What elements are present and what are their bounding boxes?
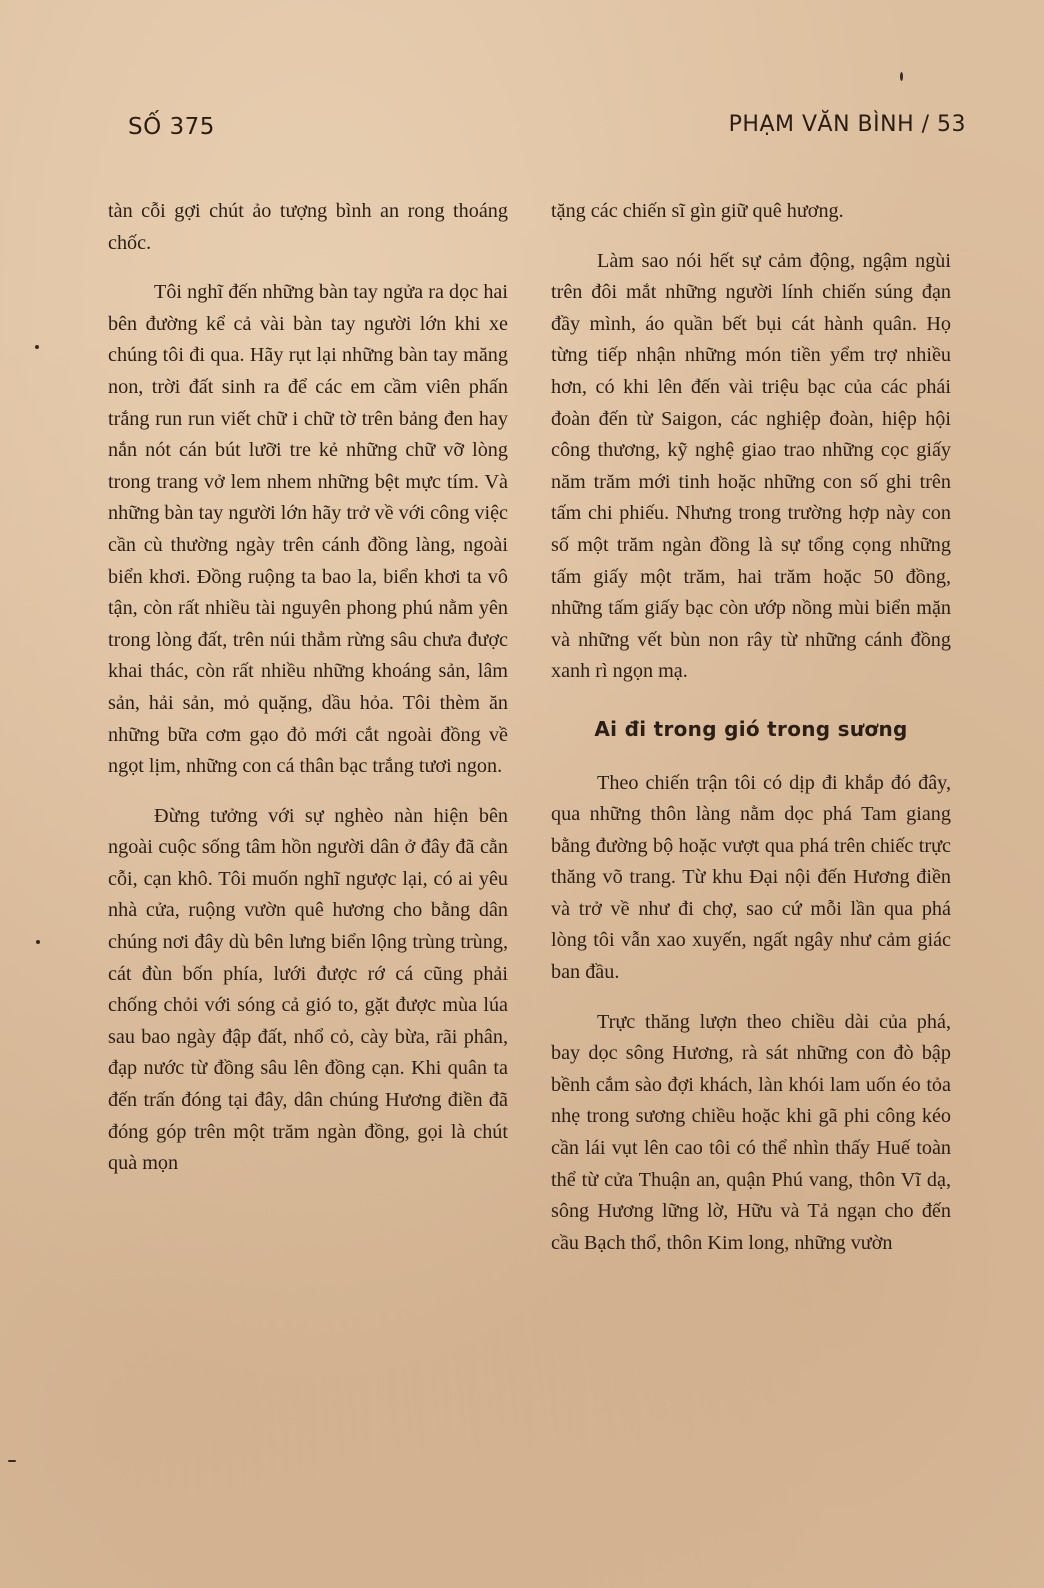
paragraph: Theo chiến trận tôi có dịp đi khắp đó đây, qua những thôn làng nằm dọc phá Tam giang bằng đường bộ hoặc vượt qua phá trên chiếc trực thăng võ trang. Từ khu Đại nội đến Hương điền và trở về như đi chợ, sao cứ mỗi lần qua phá lòng tôi vẫn xao xuyến, ngất ngây như cảm giác ban đầu. xyxy=(551,771,951,984)
paragraph: Trực thăng lượn theo chiều dài của phá, bay dọc sông Hương, rà sát những con đò bập bềnh cắm sào đợi khách, làn khói lam uốn éo tỏa nhẹ trong sương chiều hoặc khi gã phi công kéo cần lái vụt lên cao tôi có thể nhìn thấy Huế toàn thể từ cửa Thuận an, quận Phú vang, thôn Vĩ dạ, sông Hương lững lờ, Hữu và Tả ngạn cho đến cầu Bạch thổ, thôn Kim long, những vườn xyxy=(551,1010,951,1254)
paragraph: Làm sao nói hết sự cảm động, ngậm ngùi trên đôi mắt những người lính chiến súng đạn đầy mình, áo quần bết bụi cát hành quân. Họ từng tiếp nhận những món tiền yểm trợ nhiều hơn, có khi lên đến vài triệu bạc của các phái đoàn đến từ Saigon, các nghiệp đoàn, hiệp hội công thương, kỹ nghệ giao trao những cọc giấy năm trăm mới tinh hoặc những con số ghi trên tấm chi phiếu. Nhưng trong trường hợp này con số một trăm ngàn đồng là sự tổng cọng những tấm giấy một trăm, hai trăm hoặc 50 đồng, những tấm giấy bạc còn ướp nồng mùi biển mặn và những vết bùn non rây từ những cánh đồng xanh rì ngọn mạ. xyxy=(551,249,951,683)
right-column xyxy=(551,196,951,1259)
author-page-number: PHẠM VĂN BÌNH / 53 xyxy=(728,112,966,137)
paper-speck xyxy=(900,72,903,81)
left-column xyxy=(108,196,508,1180)
paragraph: Tôi nghĩ đến những bàn tay ngửa ra dọc hai bên đường kể cả vài bàn tay người lớn khi xe chúng tôi đi qua. Hãy rụt lại những bàn tay măng non, trời đất sinh ra để các em cầm viên phấn trắng run run viết chữ i chữ tờ trên bảng đen hay nắn nót cán bút lưỡi tre kẻ những chữ vỡ lòng trong trang vở lem nhem những bệt mực tím. Và những bàn tay người lớn hãy trở về với công việc cần cù thường ngày trên cánh đồng làng, ngoài biển khơi. Đồng ruộng ta bao la, biển khơi ta vô tận, còn rất nhiều tài nguyên phong phú nằm yên trong lòng đất, trên núi thẳm rừng sâu chưa được khai thác, còn rất nhiều những khoáng sản, lâm sản, hải sản, mỏ quặng, dầu hỏa. Tôi thèm ăn những bữa cơm gạo đỏ mới cắt ngoài đồng về ngọt lịm, những con cá thân bạc trắng tươi ngon. xyxy=(108,281,508,778)
paper-speck xyxy=(8,1460,16,1462)
paragraph: tàn cỗi gợi chút ảo tượng bình an rong thoáng chốc. xyxy=(108,200,508,254)
paper-speck xyxy=(36,940,40,944)
paper-speck xyxy=(35,345,39,349)
paragraph: tặng các chiến sĩ gìn giữ quê hương. xyxy=(551,200,844,222)
paragraph: Đừng tưởng với sự nghèo nàn hiện bên ngoài cuộc sống tâm hồn người dân ở đây đã cằn cỗi, cạn khô. Tôi muốn nghĩ ngược lại, có ai yêu nhà cửa, ruộng vườn quê hương cho bằng dân chúng nơi đây dù bên lưng biển lộng trùng trùng, cát đùn bốn phía, lưới được rớ cá cũng phải chống chỏi với sóng cả gió to, gặt được mùa lúa sau bao ngày đập đất, nhổ cỏ, cày bừa, rãi phân, đạp nước từ đồng sâu lên đồng cạn. Khi quân ta đến trấn đóng tại đây, dân chúng Hương điền đã đóng góp trên một trăm ngàn đồng, gọi là chút quà mọn xyxy=(108,804,508,1175)
section-heading: Ai đi trong gió trong sương xyxy=(594,716,908,741)
issue-number: SỐ 375 xyxy=(128,114,215,140)
